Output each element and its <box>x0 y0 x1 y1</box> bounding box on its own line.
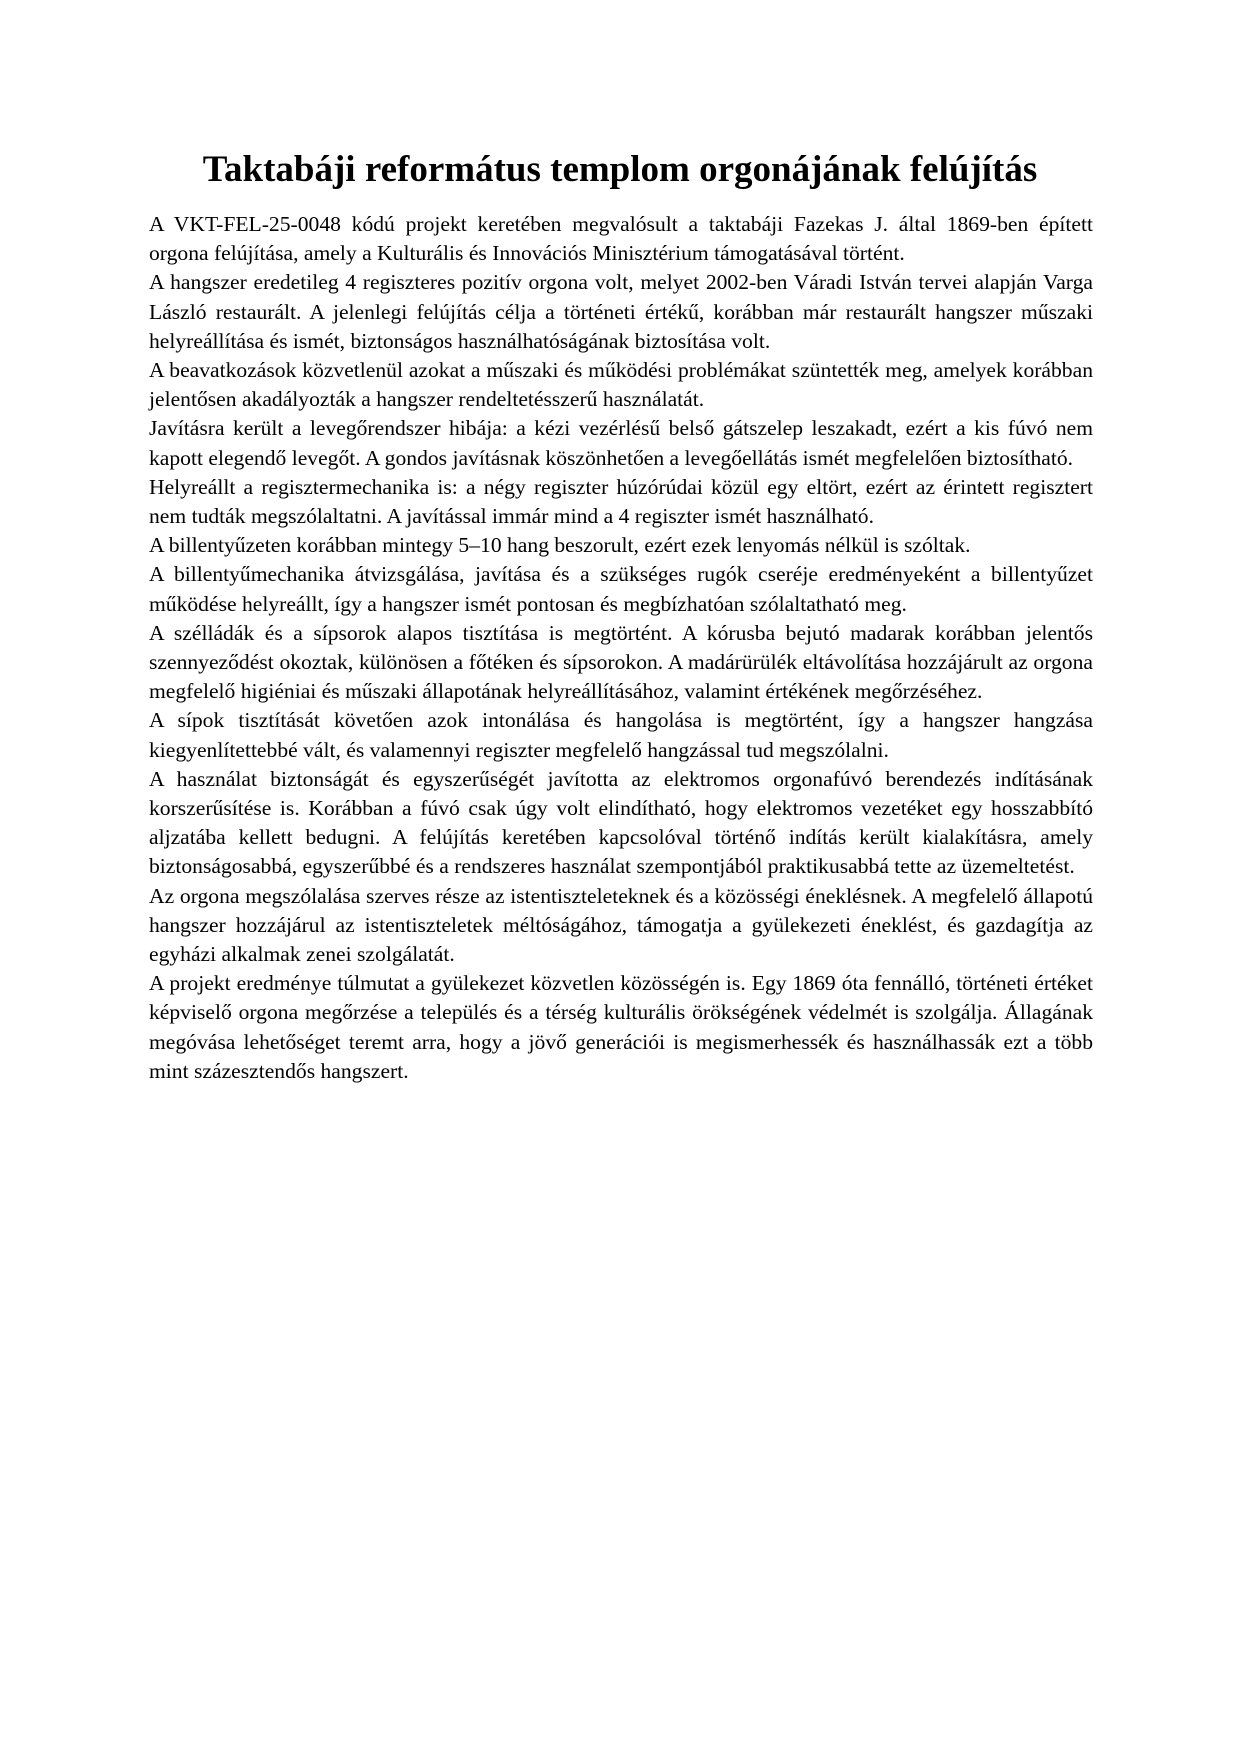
paragraph-interventions: A beavatkozások közvetlenül azokat a műszaki és működési problémákat szüntették meg, amelyek korábban jelentősen akadályozták a hangszer rendeltetésszerű használatát. <box>149 358 1093 412</box>
paragraph-instrument-history: A hangszer eredetileg 4 regiszteres pozitív orgona volt, melyet 2002-ben Váradi István tervei alapján Varga László restaurált. A jelenlegi felújítás célja a történeti értékű, korábban már restaurált hangszer műszaki helyreállítása és ismét, biztonságos használhatóságának biztosítása volt. <box>149 270 1093 353</box>
paragraph-key-mechanism: A billentyűmechanika átvizsgálása, javítása és a szükséges rugók cseréje eredményeként a billentyűzet működése helyreállt, így a hangszer ismét pontosan és megbízhatóan szólaltatható meg. <box>149 562 1093 616</box>
paragraph-worship-role: Az orgona megszólalása szerves része az istentiszteleteknek és a közösségi éneklésnek. A megfelelő állapotú hangszer hozzájárul az istentiszteletek méltóságához, támogatja a gyülekezeti éneklést, és gazdagítja az egyházi alkalmak zenei szolgálatát. <box>149 883 1093 967</box>
paragraph-heritage: A projekt eredménye túlmutat a gyülekezet közvetlen közösségén is. Egy 1869 óta fennálló, történeti értéket képviselő orgona megőrzése a település és a térség kulturális örökségének védelmét is szolgálja. Állagának megóvása lehetőséget teremt arra, hogy a jövő generációi is megismerhessék és használhassák ezt a több mint százesztendős hangszert. <box>149 971 1093 1083</box>
paragraph-air-system: Javításra került a levegőrendszer hibája: a kézi vezérlésű belső gátszelep leszakadt, ezért a kis fúvó nem kapott elegendő levegőt. A gondos javításnak köszönhetően a levegőellátás ismét megfelelően biztosítható. <box>149 416 1093 470</box>
document-title: Taktabáji református templom orgonájának felújítás <box>202 149 1038 190</box>
paragraph-blower-switch: A használat biztonságát és egyszerűségét javította az elektromos orgonafúvó berendezés indításának korszerűsítése is. Korábban a fúvó csak úgy volt elindítható, hogy elektromos vezetéket egy hosszabbító aljzatába kellett bedugni. A felújítás keretében kapcsolóval történő indítás került kialakításra, amely biztonságosabbá, egyszerűbbé és a rendszeres használat szempontjából praktikusabbá tette az üzemeltetést. <box>149 766 1093 879</box>
document-body <box>149 210 1093 1086</box>
paragraph-register-mechanism: Helyreállt a regisztermechanika is: a négy regiszter húzórúdai közül egy eltört, ezért az érintett regisztert nem tudták megszólaltatni. A javítással immár mind a 4 regiszter ismét használható. <box>149 474 1093 529</box>
paragraph-cleaning: A szélládák és a sípsorok alapos tisztítása is megtörtént. A kórusba bejutó madarak korábban jelentős szennyeződést okoztak, különösen a főtéken és sípsorokon. A madárürülék eltávolítása hozzájárult az orgona megfelelő higiéniai és műszaki állapotának helyreállításához, valamint értékének megőrzéséhez. <box>149 620 1093 704</box>
paragraph-project-intro: A VKT-FEL-25-0048 kódú projekt keretében megvalósult a taktabáji Fazekas J. által 1869-ben épített orgona felújítása, amely a Kulturális és Innovációs Minisztérium támogatásával történt. <box>149 212 1093 266</box>
paragraph-stuck-keys: A billentyűzeten korábban mintegy 5–10 hang beszorult, ezért ezek lenyomás nélkül is szóltak. <box>149 533 971 558</box>
paragraph-tuning: A sípok tisztítását követően azok intonálása és hangolása is megtörtént, így a hangszer hangzása kiegyenlítettebbé vált, és valamennyi regiszter megfelelő hangzással tud megszólalni. <box>149 708 1093 762</box>
